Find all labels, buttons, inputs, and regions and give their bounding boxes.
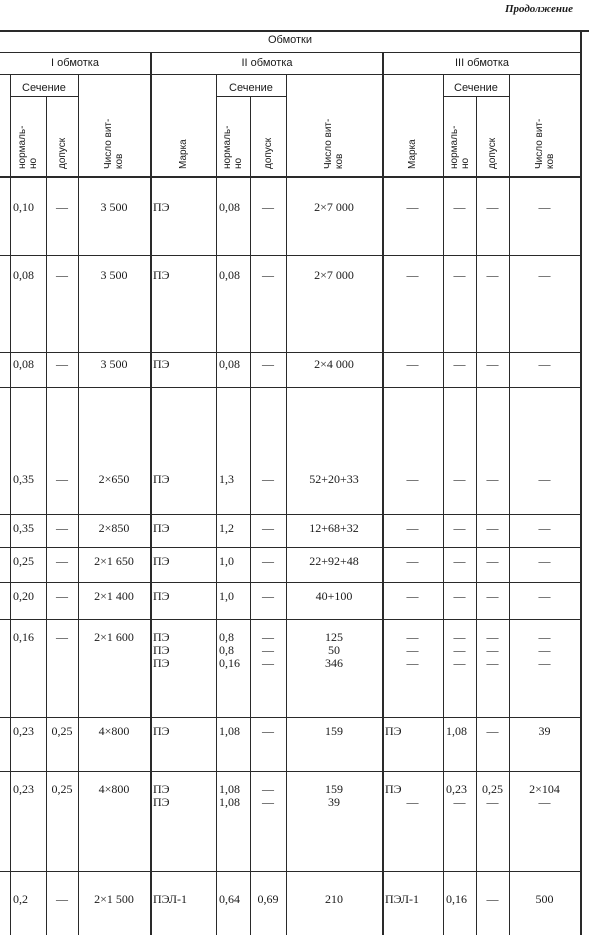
w1-tolerance-cell: — bbox=[56, 521, 68, 535]
header-rule-group bbox=[0, 52, 582, 53]
header-rule-windings bbox=[0, 74, 582, 75]
w2-tolerance-cell: — bbox=[262, 521, 274, 535]
w2-turns-cell: 22+92+48 bbox=[309, 554, 359, 568]
w1-tolerance-cell: — bbox=[56, 554, 68, 568]
header-tolerance-1: допуск bbox=[57, 137, 68, 169]
w3-brand-cell: — bbox=[406, 656, 419, 670]
w3-tolerance-cell: — bbox=[486, 643, 499, 657]
w2-nominal-cell: 1,08 bbox=[219, 724, 240, 738]
w3-tolerance-cell: — bbox=[486, 268, 499, 282]
w3-tolerance-cell: — bbox=[486, 656, 499, 670]
w1-nominal-cell: 0,08 bbox=[13, 357, 34, 371]
w3-brand-cell: — bbox=[406, 521, 419, 535]
header-turns-1: Число вит- ков bbox=[103, 118, 125, 169]
w3-nominal-cell: — bbox=[453, 643, 466, 657]
w3-turns-cell: — bbox=[538, 521, 551, 535]
w3-brand-cell: — bbox=[406, 795, 419, 809]
w3-tolerance-cell: — bbox=[486, 472, 499, 486]
w3-tolerance-cell: — bbox=[486, 200, 499, 214]
table-top-rule bbox=[0, 30, 589, 32]
w2-turns-cell: 12+68+32 bbox=[309, 521, 359, 535]
w2-nominal-cell: 0,08 bbox=[219, 268, 240, 282]
w3-turns-cell: 500 bbox=[535, 892, 554, 906]
w3-turns-cell: 39 bbox=[538, 724, 551, 738]
w1-tolerance-cell: 0,25 bbox=[51, 782, 73, 796]
w2-brand-cell: ПЭ bbox=[153, 630, 170, 644]
header-windings: Обмотки bbox=[267, 34, 313, 46]
w3-nominal-cell: — bbox=[453, 268, 466, 282]
w2-tolerance-cell: — bbox=[262, 782, 274, 796]
w2-brand-cell: ПЭ bbox=[153, 656, 170, 670]
w1-tolerance-cell: — bbox=[56, 357, 68, 371]
row-rule bbox=[0, 352, 582, 353]
w1-turns-cell: 4×800 bbox=[98, 782, 130, 796]
w1-tolerance-cell: 0,25 bbox=[51, 724, 73, 738]
w3-turns-cell: — bbox=[538, 643, 551, 657]
column-divider bbox=[46, 96, 47, 935]
header-winding-3: III обмотка bbox=[454, 57, 510, 69]
w2-nominal-cell: 0,64 bbox=[219, 892, 240, 906]
w1-nominal-cell: 0,08 bbox=[13, 268, 34, 282]
w3-brand-cell: ПЭЛ-1 bbox=[385, 892, 419, 906]
row-rule bbox=[0, 387, 582, 388]
w1-turns-cell: 2×850 bbox=[98, 521, 130, 535]
w1-turns-cell: 2×650 bbox=[98, 472, 130, 486]
w2-brand-cell: ПЭ bbox=[153, 643, 170, 657]
w3-tolerance-cell: — bbox=[486, 521, 499, 535]
w3-tolerance-cell: — bbox=[486, 357, 499, 371]
w2-tolerance-cell: — bbox=[262, 268, 274, 282]
w3-nominal-cell: 0,16 bbox=[446, 892, 467, 906]
header-bottom-rule bbox=[0, 176, 582, 178]
column-divider bbox=[476, 96, 477, 935]
w2-brand-cell: ПЭ bbox=[153, 795, 170, 809]
w2-nominal-cell: 0,8 bbox=[219, 643, 234, 657]
w2-brand-cell: ПЭ bbox=[153, 724, 170, 738]
table-continuation-caption: Продолжение bbox=[504, 3, 573, 15]
w3-nominal-cell: — bbox=[453, 472, 466, 486]
w3-nominal-cell: — bbox=[453, 589, 466, 603]
header-winding-1: I обмотка bbox=[51, 57, 99, 69]
w2-tolerance-cell: — bbox=[262, 554, 274, 568]
w3-brand-cell: — bbox=[406, 589, 419, 603]
w2-turns-cell: 159 bbox=[325, 782, 343, 796]
w2-tolerance-cell: — bbox=[262, 589, 274, 603]
column-divider bbox=[10, 74, 11, 935]
w3-nominal-cell: — bbox=[453, 521, 466, 535]
w1-nominal-cell: 0,23 bbox=[13, 782, 34, 796]
w2-tolerance-cell: — bbox=[262, 472, 274, 486]
w3-nominal-cell: — bbox=[453, 795, 466, 809]
header-section-3: Сечение bbox=[454, 82, 498, 94]
w2-turns-cell: 2×7 000 bbox=[314, 268, 354, 282]
w2-turns-cell: 50 bbox=[328, 643, 340, 657]
w3-turns-cell: 2×104 bbox=[529, 782, 560, 796]
w3-turns-cell: — bbox=[538, 630, 551, 644]
column-divider bbox=[150, 52, 152, 935]
w2-turns-cell: 125 bbox=[325, 630, 343, 644]
w2-tolerance-cell: — bbox=[262, 795, 274, 809]
w1-nominal-cell: 0,10 bbox=[13, 200, 34, 214]
w3-brand-cell: — bbox=[406, 357, 419, 371]
w2-brand-cell: ПЭ bbox=[153, 782, 170, 796]
w2-nominal-cell: 1,08 bbox=[219, 795, 240, 809]
w3-nominal-cell: — bbox=[453, 630, 466, 644]
w2-tolerance-cell: — bbox=[262, 656, 274, 670]
w2-turns-cell: 2×4 000 bbox=[314, 357, 354, 371]
w1-turns-cell: 2×1 400 bbox=[94, 589, 134, 603]
w2-nominal-cell: 1,0 bbox=[219, 589, 234, 603]
w3-nominal-cell: 1,08 bbox=[446, 724, 467, 738]
header-nominal-2: нормаль- но bbox=[222, 125, 244, 169]
w2-brand-cell: ПЭ bbox=[153, 268, 170, 282]
w2-nominal-cell: 1,0 bbox=[219, 554, 234, 568]
w2-turns-cell: 210 bbox=[325, 892, 343, 906]
w2-turns-cell: 346 bbox=[325, 656, 343, 670]
row-rule bbox=[0, 582, 582, 583]
w3-brand-cell: — bbox=[406, 200, 419, 214]
row-rule bbox=[0, 871, 582, 872]
w1-tolerance-cell: — bbox=[56, 630, 68, 644]
w3-turns-cell: — bbox=[538, 795, 551, 809]
header-nominal-1: нормаль- но bbox=[17, 125, 39, 169]
w3-nominal-cell: — bbox=[453, 554, 466, 568]
w3-brand-cell: — bbox=[406, 268, 419, 282]
w3-tolerance-cell: — bbox=[486, 795, 499, 809]
w2-brand-cell: ПЭ bbox=[153, 200, 170, 214]
w3-nominal-cell: — bbox=[453, 656, 466, 670]
w1-tolerance-cell: — bbox=[56, 892, 68, 906]
w1-turns-cell: 3 500 bbox=[100, 200, 128, 214]
header-brand-2: Марка bbox=[178, 139, 189, 169]
w1-nominal-cell: 0,16 bbox=[13, 630, 34, 644]
w3-turns-cell: — bbox=[538, 200, 551, 214]
header-tolerance-3: допуск bbox=[487, 137, 498, 169]
row-rule bbox=[0, 717, 582, 718]
w2-brand-cell: ПЭ bbox=[153, 472, 170, 486]
w2-tolerance-cell: — bbox=[262, 630, 274, 644]
w2-turns-cell: 2×7 000 bbox=[314, 200, 354, 214]
w3-brand-cell: — bbox=[406, 554, 419, 568]
w3-nominal-cell: — bbox=[453, 357, 466, 371]
w1-nominal-cell: 0,23 bbox=[13, 724, 34, 738]
w3-tolerance-cell: 0,25 bbox=[482, 782, 503, 796]
w1-tolerance-cell: — bbox=[56, 589, 68, 603]
w2-tolerance-cell: 0,69 bbox=[257, 892, 279, 906]
w2-tolerance-cell: — bbox=[262, 357, 274, 371]
w2-nominal-cell: 0,08 bbox=[219, 200, 240, 214]
header-brand-3: Марка bbox=[407, 139, 418, 169]
w3-turns-cell: — bbox=[538, 472, 551, 486]
w2-tolerance-cell: — bbox=[262, 724, 274, 738]
w1-nominal-cell: 0,20 bbox=[13, 589, 34, 603]
w3-brand-cell: — bbox=[406, 630, 419, 644]
header-turns-3: Число вит- ков bbox=[534, 118, 556, 169]
w3-turns-cell: — bbox=[538, 357, 551, 371]
column-divider bbox=[216, 74, 217, 935]
w2-turns-cell: 39 bbox=[328, 795, 340, 809]
w2-turns-cell: 40+100 bbox=[315, 589, 353, 603]
row-rule bbox=[0, 514, 582, 515]
header-rule-section-2 bbox=[216, 96, 286, 97]
w1-turns-cell: 2×1 650 bbox=[94, 554, 134, 568]
row-rule bbox=[0, 771, 582, 772]
w1-tolerance-cell: — bbox=[56, 268, 68, 282]
header-rule-section-1 bbox=[10, 96, 78, 97]
w2-nominal-cell: 1,3 bbox=[219, 472, 234, 486]
w3-brand-cell: — bbox=[406, 472, 419, 486]
w1-turns-cell: 4×800 bbox=[98, 724, 130, 738]
w1-nominal-cell: 0,35 bbox=[13, 521, 34, 535]
w1-tolerance-cell: — bbox=[56, 200, 68, 214]
header-section-1: Сечение bbox=[22, 82, 66, 94]
w3-nominal-cell: 0,23 bbox=[446, 782, 467, 796]
w2-nominal-cell: 0,08 bbox=[219, 357, 240, 371]
w3-brand-cell: ПЭ bbox=[385, 782, 402, 796]
w1-turns-cell: 3 500 bbox=[100, 357, 128, 371]
w3-nominal-cell: — bbox=[453, 200, 466, 214]
w2-nominal-cell: 1,08 bbox=[219, 782, 240, 796]
w2-nominal-cell: 0,16 bbox=[219, 656, 240, 670]
row-rule bbox=[0, 619, 582, 620]
w2-brand-cell: ПЭ bbox=[153, 554, 170, 568]
w1-turns-cell: 3 500 bbox=[100, 268, 128, 282]
header-section-2: Сечение bbox=[229, 82, 273, 94]
w3-tolerance-cell: — bbox=[486, 554, 499, 568]
row-rule bbox=[0, 547, 582, 548]
w2-tolerance-cell: — bbox=[262, 643, 274, 657]
w3-turns-cell: — bbox=[538, 589, 551, 603]
w1-nominal-cell: 0,35 bbox=[13, 472, 34, 486]
w3-turns-cell: — bbox=[538, 268, 551, 282]
w3-brand-cell: ПЭ bbox=[385, 724, 402, 738]
w2-brand-cell: ПЭЛ-1 bbox=[153, 892, 187, 906]
header-tolerance-2: допуск bbox=[263, 137, 274, 169]
w2-nominal-cell: 0,8 bbox=[219, 630, 234, 644]
w1-nominal-cell: 0,2 bbox=[13, 892, 28, 906]
w3-tolerance-cell: — bbox=[486, 630, 499, 644]
w2-brand-cell: ПЭ bbox=[153, 521, 170, 535]
header-winding-2: II обмотка bbox=[241, 57, 293, 69]
column-divider bbox=[250, 96, 251, 935]
windings-table bbox=[0, 30, 589, 935]
w3-turns-cell: — bbox=[538, 656, 551, 670]
w1-tolerance-cell: — bbox=[56, 472, 68, 486]
w2-brand-cell: ПЭ bbox=[153, 589, 170, 603]
w1-turns-cell: 2×1 600 bbox=[94, 630, 134, 644]
w2-brand-cell: ПЭ bbox=[153, 357, 170, 371]
w3-tolerance-cell: — bbox=[486, 892, 499, 906]
w1-turns-cell: 2×1 500 bbox=[94, 892, 134, 906]
row-rule bbox=[0, 255, 582, 256]
w2-tolerance-cell: — bbox=[262, 200, 274, 214]
w3-tolerance-cell: — bbox=[486, 589, 499, 603]
w2-nominal-cell: 1,2 bbox=[219, 521, 234, 535]
w1-nominal-cell: 0,25 bbox=[13, 554, 34, 568]
w3-brand-cell: — bbox=[406, 643, 419, 657]
w3-tolerance-cell: — bbox=[486, 724, 499, 738]
header-nominal-3: нормаль- но bbox=[449, 125, 471, 169]
header-turns-2: Число вит- ков bbox=[323, 118, 345, 169]
table-right-border bbox=[580, 30, 582, 935]
w2-turns-cell: 159 bbox=[325, 724, 343, 738]
w2-turns-cell: 52+20+33 bbox=[309, 472, 359, 486]
w3-turns-cell: — bbox=[538, 554, 551, 568]
